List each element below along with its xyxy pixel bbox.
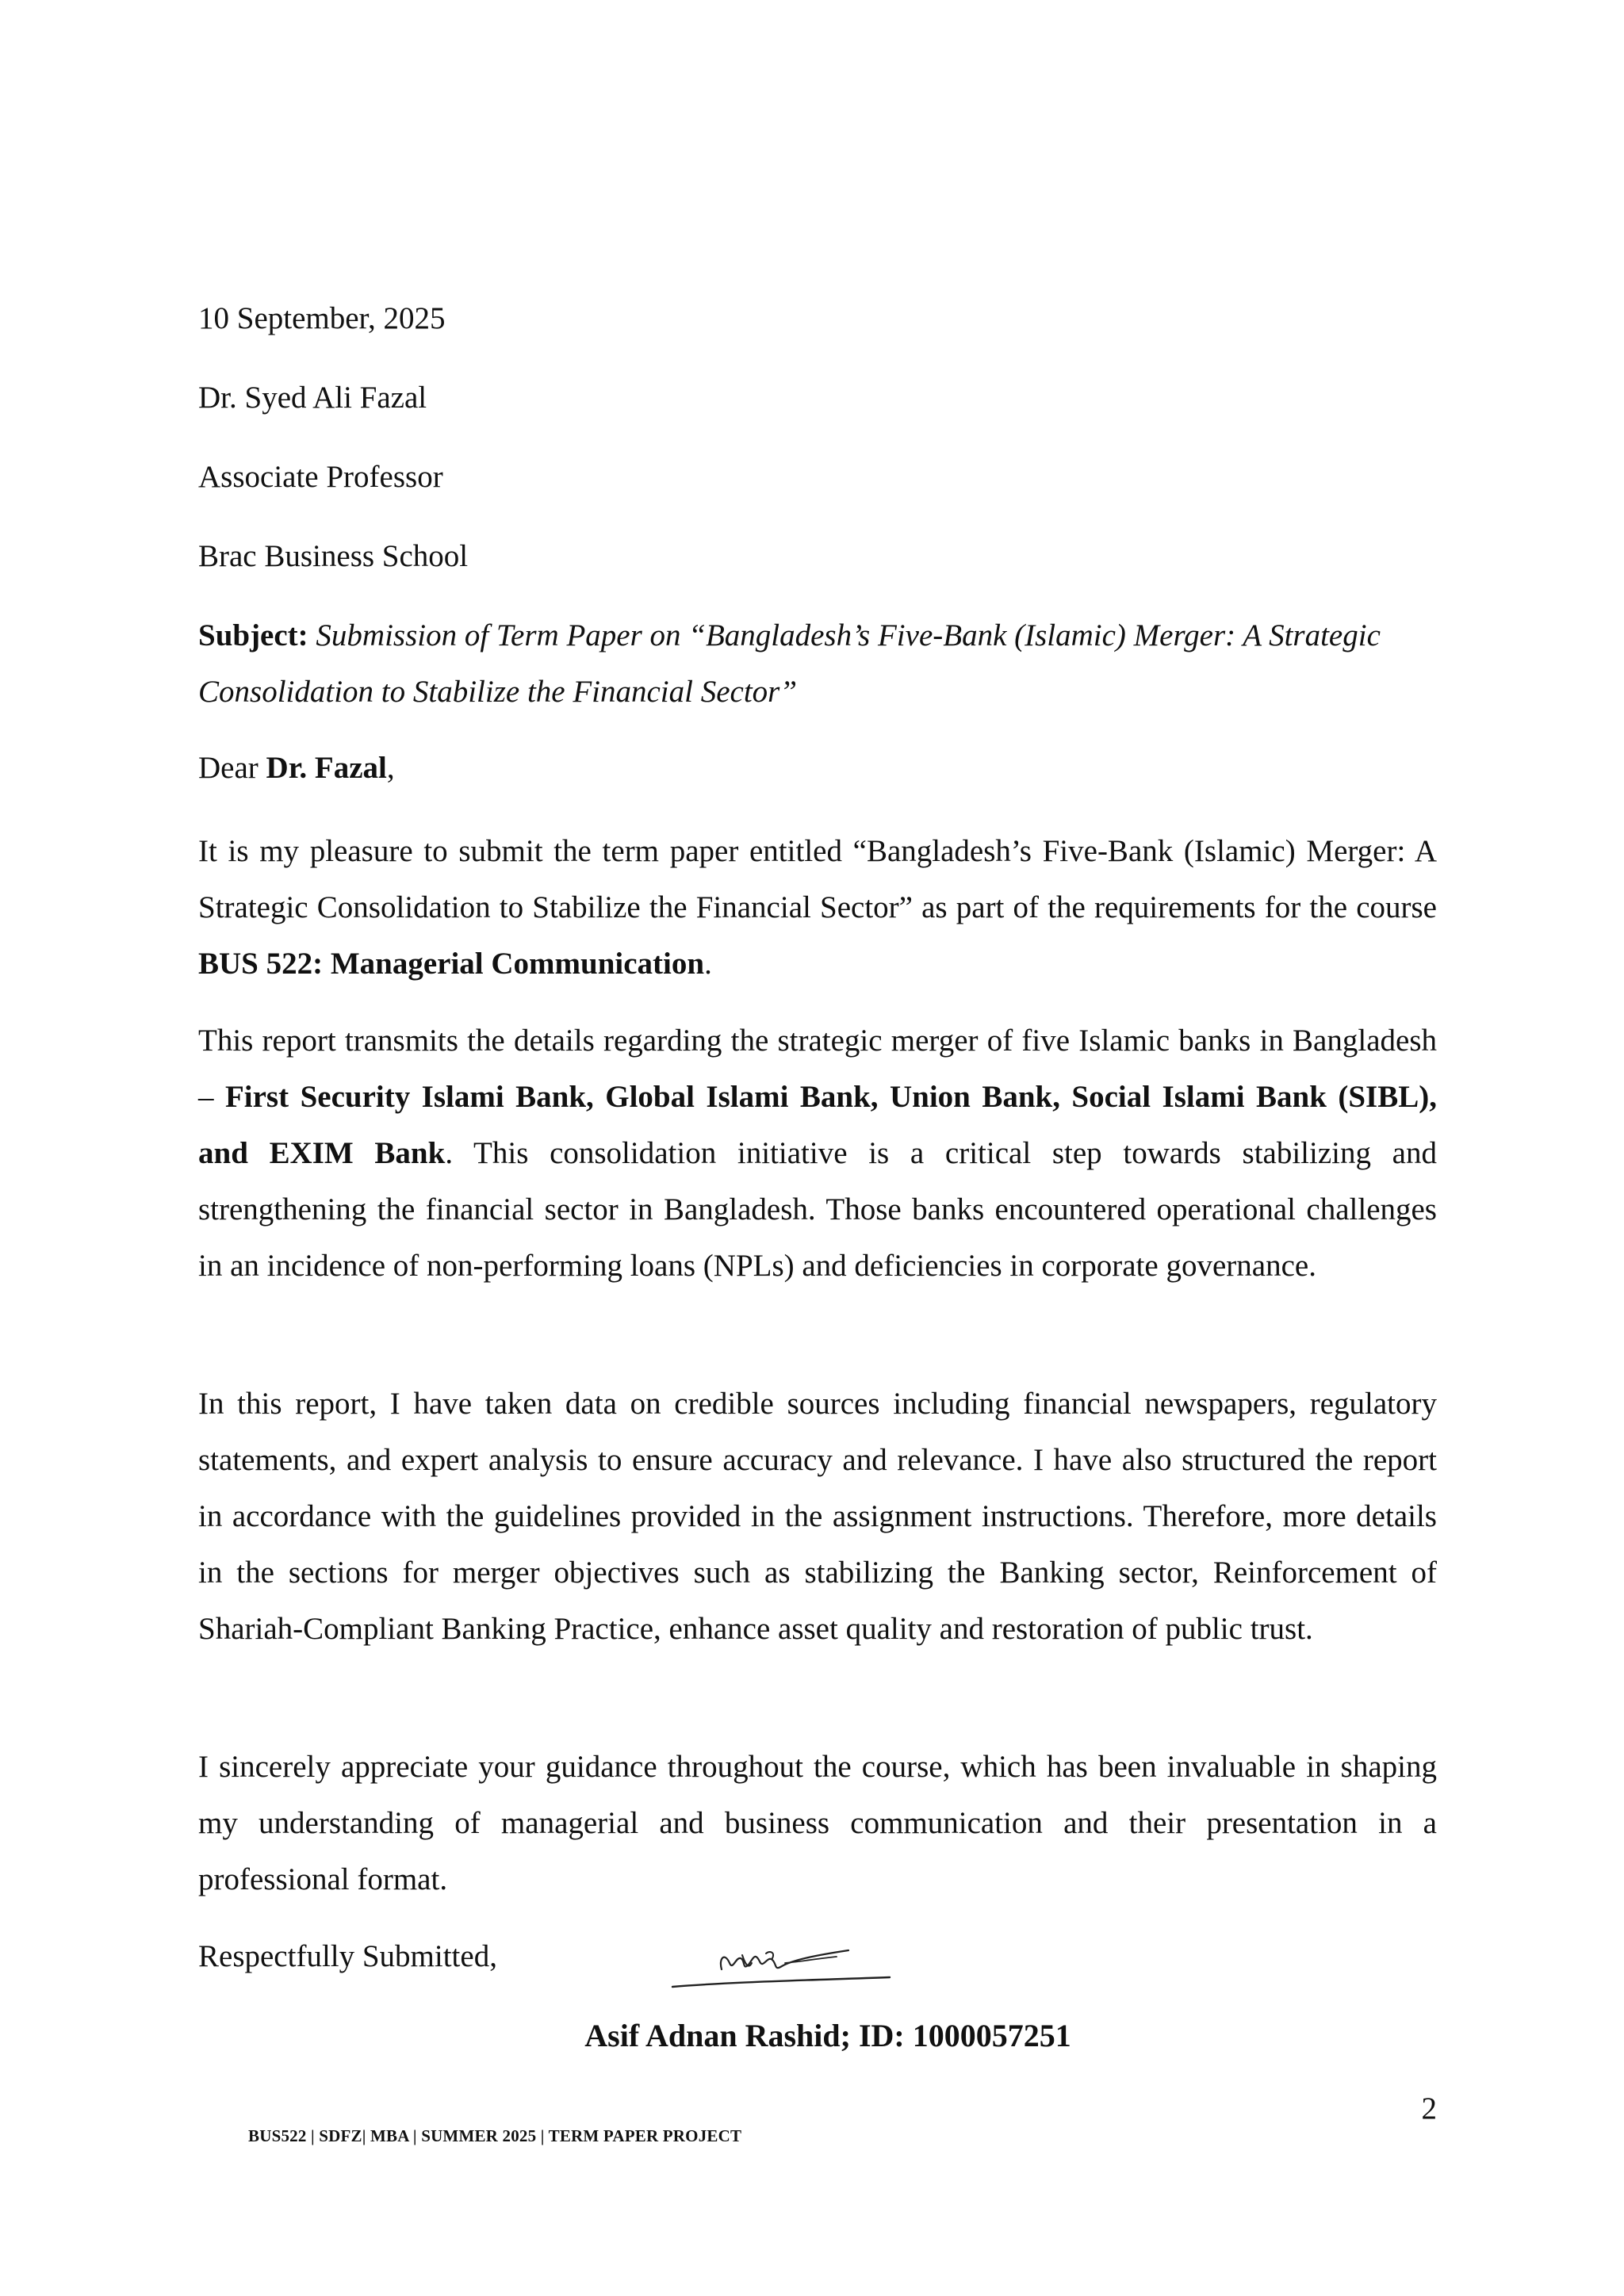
letter-date: 10 September, 2025 bbox=[198, 301, 446, 335]
subject-text: Submission of Term Paper on “Bangladesh’s Five-Bank (Islamic) Merger: A Strategic Consolidation to Stabilize the Financial Sector” bbox=[198, 618, 1381, 709]
page-footer: BUS522 | SDFZ| MBA | SUMMER 2025 | TERM PAPER PROJECT bbox=[248, 2126, 742, 2145]
paragraph-merger-rest: . This consolidation initiative is a critical step towards stabilizing and strengthening the financial sector in Bangladesh. Those banks encountered operational challenges in an incidence of non-performing loans (NPLs) and deficiencies in corporate governance. bbox=[198, 1136, 1437, 1283]
page-number: 2 bbox=[1421, 2091, 1437, 2126]
paragraph-intro-text: It is my pleasure to submit the term paper entitled “Bangladesh’s Five-Bank (Islamic) Merger: A Strategic Consolidation to Stabilize the Financial Sector” as part of the requirements for the course bbox=[198, 834, 1437, 924]
course-name: BUS 522: Managerial Communication bbox=[198, 947, 705, 981]
recipient-school: Brac Business School bbox=[198, 539, 469, 573]
paragraph-appreciation: I sincerely appreciate your guidance throughout the course, which has been invaluable in shaping my understanding of managerial and business communication and their presentation in a professional format. bbox=[198, 1750, 1437, 1896]
recipient-title: Associate Professor bbox=[198, 460, 443, 494]
salutation bbox=[198, 740, 1437, 796]
recipient-name: Dr. Syed Ali Fazal bbox=[198, 381, 427, 415]
salutation-suffix: , bbox=[386, 751, 395, 785]
paragraph-sources: In this report, I have taken data on credible sources including financial newspapers, regulatory statements, and expert analysis to ensure accuracy and relevance. I have also structured the report in accordance with the guidelines provided in the assignment instructions. Therefore, more details in the sections for merger objectives such as stabilizing the Banking sector, Reinforcement of Shariah-Compliant Banking Practice, enhance asset quality and restoration of public trust. bbox=[198, 1387, 1437, 1646]
paragraph-intro bbox=[198, 823, 1437, 992]
bank-names: First Security Islami Bank, Global Islami Bank, Union Bank, Social Islami Bank (SIBL), and EXIM Bank bbox=[198, 1080, 1437, 1170]
closing: Respectfully Submitted, bbox=[198, 1939, 497, 1973]
subject-label: Subject: bbox=[198, 618, 308, 652]
paragraph-merger bbox=[198, 1012, 1437, 1294]
paragraph-intro-end: . bbox=[704, 947, 712, 981]
signer-name: Asif Adnan Rashid; ID: 1000057251 bbox=[584, 2018, 1071, 2053]
salutation-prefix: Dear bbox=[198, 751, 266, 785]
subject-line bbox=[198, 607, 1437, 720]
salutation-name: Dr. Fazal bbox=[266, 751, 387, 785]
signature-image bbox=[666, 1934, 896, 1998]
paragraph-merger-text: This report transmits the details regarding the strategic merger of five Islamic banks in Bangladesh – bbox=[198, 1024, 1437, 1114]
